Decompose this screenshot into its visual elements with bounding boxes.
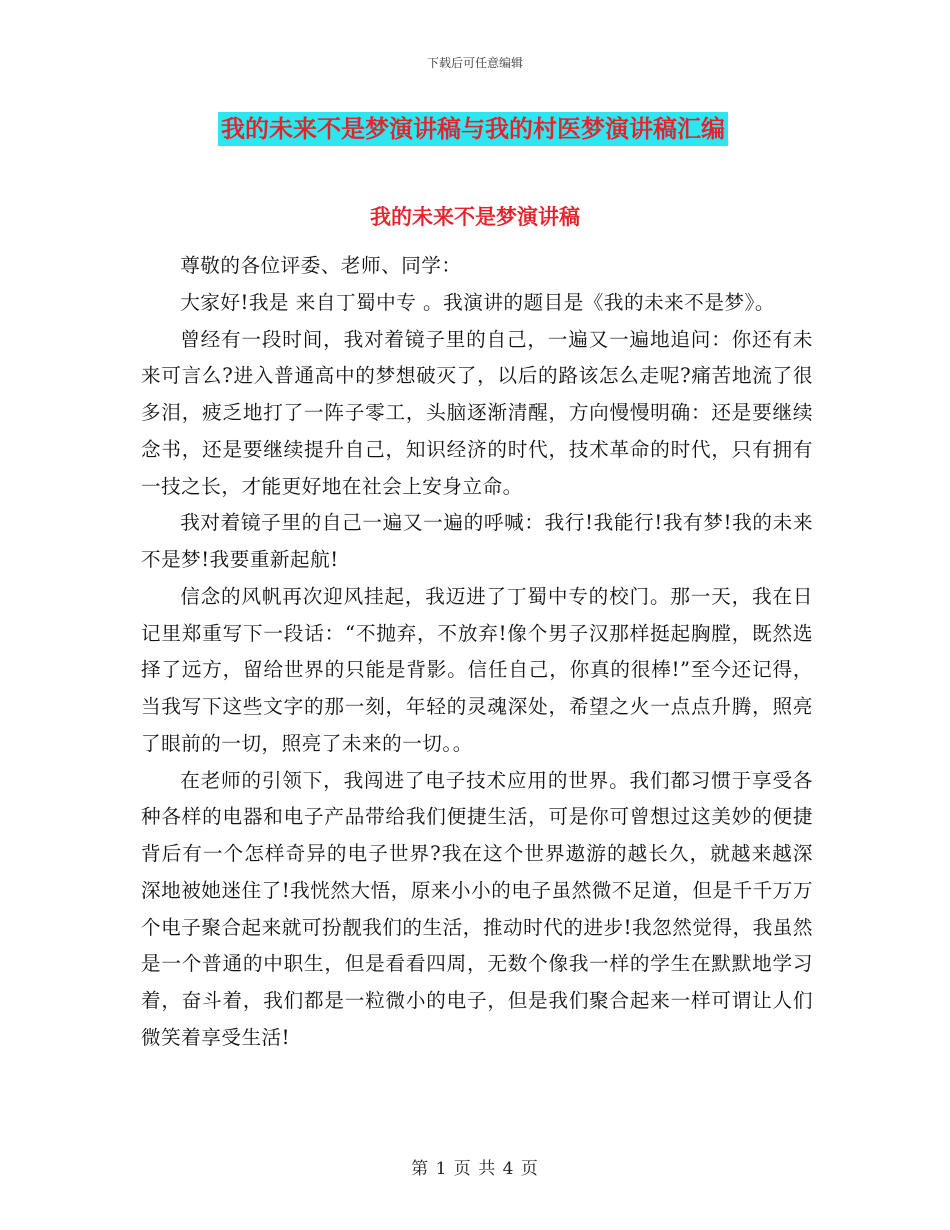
body-paragraph: 曾经有一段时间，我对着镜子里的自己，一遍又一遍地追问：你还有未来可言么?进入普通高中的梦想破灭了，以后的路该怎么走呢?痛苦地流了很多泪，疲乏地打了一阵子零工，头脑逐渐清醒，方向慢慢明确：还是要继续念书，还是要继续提升自己，知识经济的时代，技术革命的时代，只有拥有一技之长，才能更好地在社会上安身立命。	[141, 327, 813, 498]
salutation-paragraph: 尊敬的各位评委、老师、同学：	[180, 254, 462, 277]
page-number-footer: 第 1 页 共 4 页	[411, 1159, 539, 1179]
body-paragraph: 信念的风帆再次迎风挂起，我迈进了丁蜀中专的校门。那一天，我在日记里郑重写下一段话：“不抛弃，不放弃!像个男子汉那样挺起胸膛，既然选择了远方，留给世界的只能是背影。信任自己，你真的很棒!”至今还记得，当我写下这些文字的那一刻，年轻的灵魂深处，希望之火一点点升腾，照亮了眼前的一切，照亮了未来的一切。。	[141, 584, 813, 755]
section-title: 我的未来不是梦演讲稿	[370, 205, 580, 229]
intro-paragraph: 大家好!我是 来自丁蜀中专 。我演讲的题目是《我的未来不是梦》。	[180, 290, 775, 314]
speech-body	[141, 248, 813, 1057]
body-paragraph: 在老师的引领下，我闯进了电子技术应用的世界。我们都习惯于享受各种各样的电器和电子产品带给我们便捷生活，可是你可曾想过这美妙的便捷背后有一个怎样奇异的电子世界?我在这个世界遨游的越长久，就越来越深深地被她迷住了!我恍然大悟，原来小小的电子虽然微不足道，但是千千万万个电子聚合起来就可扮靓我们的生活，推动时代的进步!我忽然觉得，我虽然是一个普通的中职生，但是看看四周，无数个像我一样的学生在默默地学习着，奋斗着，我们都是一粒微小的电子，但是我们聚合起来一样可谓让人们微笑着享受生活!	[141, 768, 813, 1049]
body-paragraph: 我对着镜子里的自己一遍又一遍的呼喊：我行!我能行!我有梦!我的未来不是梦!我要重新起航!	[141, 511, 813, 571]
document-title: 我的未来不是梦演讲稿与我的村医梦演讲稿汇编	[218, 112, 728, 146]
header-note: 下载后可任意编辑	[426, 56, 523, 70]
